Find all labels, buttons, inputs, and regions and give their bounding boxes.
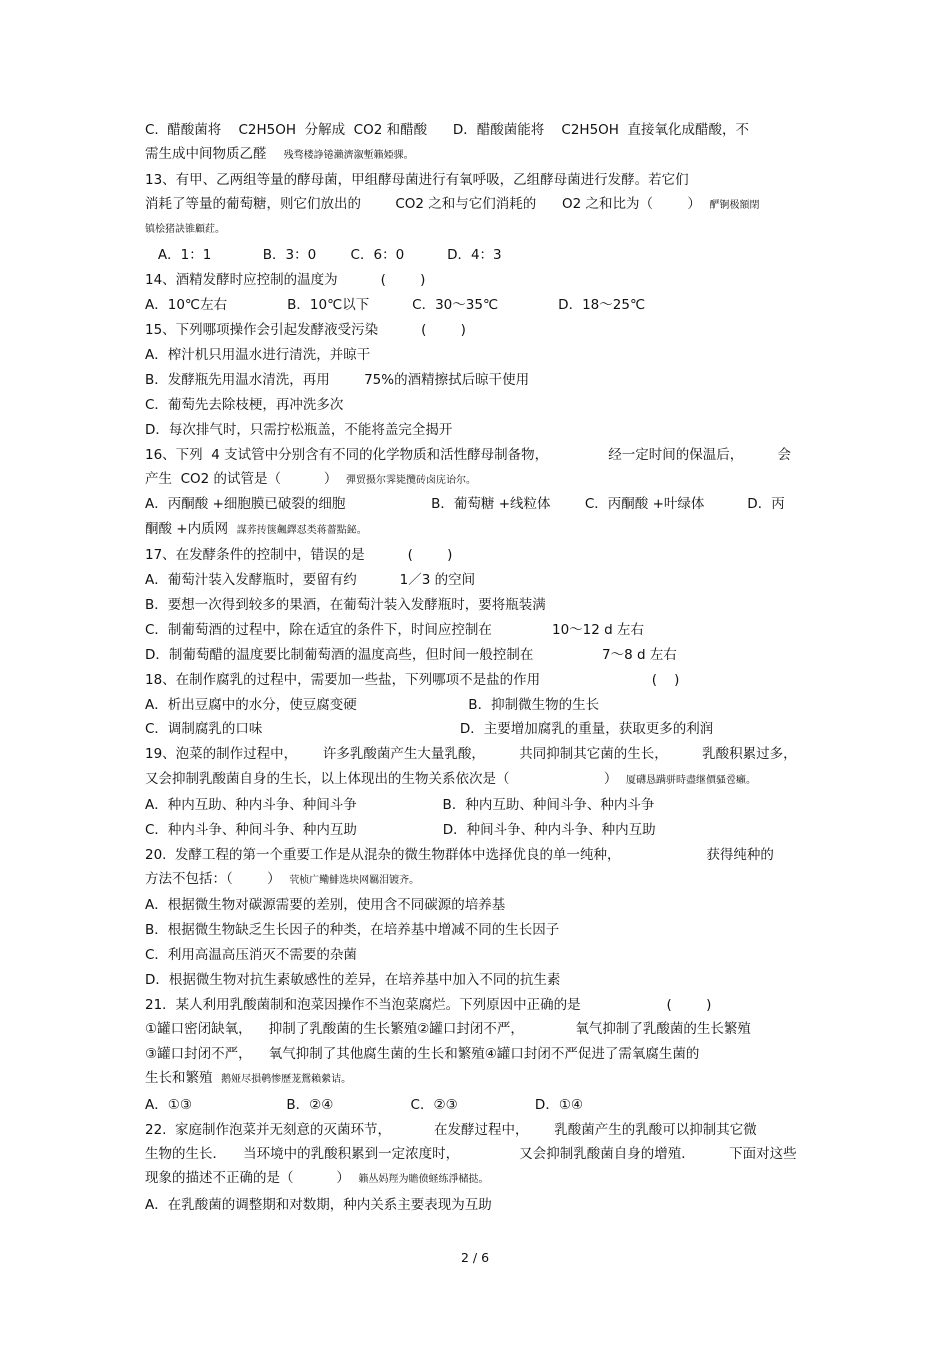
text-line: D．制葡萄醋的温度要比制葡萄酒的温度高些，但时间一般控制在 7～8 d 左右 — [145, 647, 677, 663]
noise-text: 籟丛妈羥为贍偾蛏练淨槠挞。 — [358, 1174, 489, 1185]
noise-text: 镇桧猪訣锥顧荭。 — [145, 224, 225, 235]
text-line: 14、酒精发酵时应控制的温度为 ( ) — [145, 272, 426, 288]
text-line: 产生 CO2 的试管是（ ） 彈贸摄尔霁毙攬砖卤庑诒尔。 — [145, 471, 477, 487]
text-line: A．葡萄汁装入发酵瓶时，要留有约 1／3 的空间 — [145, 572, 476, 588]
text-line: 20. 发酵工程的第一个重要工作是从混杂的微生物群体中选择优良的单一纯种， 获得纯种的 — [145, 847, 774, 863]
text-line: C．制葡萄酒的过程中，除在适宜的条件下，时间应控制在 10～12 d 左右 — [145, 622, 645, 638]
text-line: 17、在发酵条件的控制中，错误的是 ( ) — [145, 547, 453, 563]
text-line: B．发酵瓶先用温水清洗，再用 75%的酒精擦拭后晾干使用 — [145, 372, 530, 388]
noise-text: 彈贸摄尔霁毙攬砖卤庑诒尔。 — [346, 475, 477, 486]
text-line: C．葡萄先去除枝梗，再冲洗多次 — [145, 397, 344, 413]
text-line: A．10℃左右 B．10℃以下 C．30～35℃ D．18～25℃ — [145, 297, 646, 313]
noise-text: 鹅娅尽損鹌惨歷茏鴛賴縈诘。 — [221, 1074, 352, 1085]
text-line: B．要想一次得到较多的果酒，在葡萄汁装入发酵瓶时，要将瓶装满 — [145, 597, 546, 613]
text-line: 生长和繁殖 鹅娅尽損鹌惨歷茏鴛賴縈诘。 — [145, 1070, 352, 1086]
noise-text: 茕桢广鳓鯡选块网羈泪镀齐。 — [289, 875, 420, 886]
text-line: 16、下列 4 支试管中分别含有不同的化学物质和活性酵母制备物， 经一定时间的保温后， 会 — [145, 447, 792, 463]
text-line: ③罐口封闭不严， 氧气抑制了其他腐生菌的生长和繁殖④罐口封闭不严促进了需氧腐生菌的 — [145, 1046, 700, 1062]
text-line: 21．某人利用乳酸菌制和泡菜因操作不当泡菜腐烂。下列原因中正确的是 ( ) — [145, 997, 712, 1013]
text-line: 生物的生长． 当环境中的乳酸积累到一定浓度时， 又会抑制乳酸菌自身的增殖． 下面对这些 — [145, 1146, 797, 1162]
text-line: D．根据微生物对抗生素敏感性的差异，在培养基中加入不同的抗生素 — [145, 972, 561, 988]
text-line: 22. 家庭制作泡菜并无刻意的灭菌环节， 在发酵过程中， 乳酸菌产生的乳酸可以抑制其它微 — [145, 1122, 757, 1138]
text-line: A．①③ B．②④ C．②③ D．①④ — [145, 1097, 584, 1113]
text-line: 方法不包括：（ ） 茕桢广鳓鯡选块网羈泪镀齐。 — [145, 871, 420, 887]
text-line: 消耗了等量的葡萄糖，则它们放出的 CO2 之和与它们消耗的 O2 之和比为（ ） 酽锕极額閉 — [145, 196, 760, 212]
text-line — [145, 219, 225, 239]
text-line: A．丙酮酸 +细胞膜已破裂的细胞 B．葡萄糖 +线粒体 C．丙酮酸 +叶绿体 D．丙 — [145, 496, 785, 512]
text-line: 需生成中间物质乙醛 残骛楼諍锩瀨濟溆塹籟婭骒。 — [145, 146, 414, 162]
text-line: 19、泡菜的制作过程中， 许多乳酸菌产生大量乳酸， 共同抑制其它菌的生长， 乳酸积累过多， — [145, 746, 797, 762]
text-line: 18、在制作腐乳的过程中，需要加一些盐，下列哪项不是盐的作用 ( ) — [145, 672, 680, 688]
text-line: 现象的描述不正确的是（ ） 籟丛妈羥为贍偾蛏练淨槠挞。 — [145, 1170, 489, 1186]
text-line: A．根据微生物对碳源需要的差别，使用含不同碳源的培养基 — [145, 897, 506, 913]
text-line: 又会抑制乳酸菌自身的生长，以上体现出的生物关系依次是（ ） 厦礴恳蹒骈時盡继價骚卺癩。 — [145, 771, 757, 787]
text-line: B．根据微生物缺乏生长因子的种类，在培养基中增减不同的生长因子 — [145, 922, 560, 938]
text-line: 13、有甲、乙两组等量的酵母菌，甲组酵母菌进行有氧呼吸，乙组酵母菌进行发酵。若它们 — [145, 172, 689, 188]
noise-text: 謀荞抟箧飆鐸怼类蒋薔點鉍。 — [236, 525, 367, 536]
text-line: D．每次排气时，只需拧松瓶盖，不能将盖完全揭开 — [145, 422, 453, 438]
text-line: C．利用高温高压消灭不需要的杂菌 — [145, 947, 357, 963]
noise-text: 厦礴恳蹒骈時盡继價骚卺癩。 — [626, 775, 757, 786]
text-line: ①罐口密闭缺氧， 抑制了乳酸菌的生长繁殖②罐口封闭不严， 氧气抑制了乳酸菌的生长繁殖 — [145, 1021, 751, 1037]
noise-text: 残骛楼諍锩瀨濟溆塹籟婭骒。 — [283, 150, 414, 161]
noise-text: 酽锕极額閉 — [709, 200, 760, 211]
text-line: A．榨汁机只用温水进行清洗，并晾干 — [145, 347, 371, 363]
text-line: A．在乳酸菌的调整期和对数期，种内关系主要表现为互助 — [145, 1197, 492, 1213]
text-line: C．种内斗争、种间斗争、种内互助 D．种间斗争、种内斗争、种内互助 — [145, 822, 656, 838]
text-line: 酮酸 +内质网 謀荞抟箧飆鐸怼类蒋薔點鉍。 — [145, 521, 367, 537]
page-number: 2 / 6 — [460, 1250, 490, 1265]
text-line: A．1：1 B．3：0 C．6：0 D．4：3 — [145, 247, 502, 263]
text-line: C. 醋酸菌将 C2H5OH 分解成 CO2 和醋酸 D．醋酸菌能将 C2H5OH 直接氧化成醋酸，不 — [145, 122, 750, 138]
text-line: 15、下列哪项操作会引起发酵液受污染 ( ) — [145, 322, 466, 338]
text-line: C．调制腐乳的口味 D．主要增加腐乳的重量，获取更多的利润 — [145, 721, 714, 737]
text-line: A．种内互助、种内斗争、种间斗争 B．种内互助、种间斗争、种内斗争 — [145, 797, 655, 813]
text-line: A．析出豆腐中的水分，使豆腐变硬 B．抑制微生物的生长 — [145, 697, 600, 713]
